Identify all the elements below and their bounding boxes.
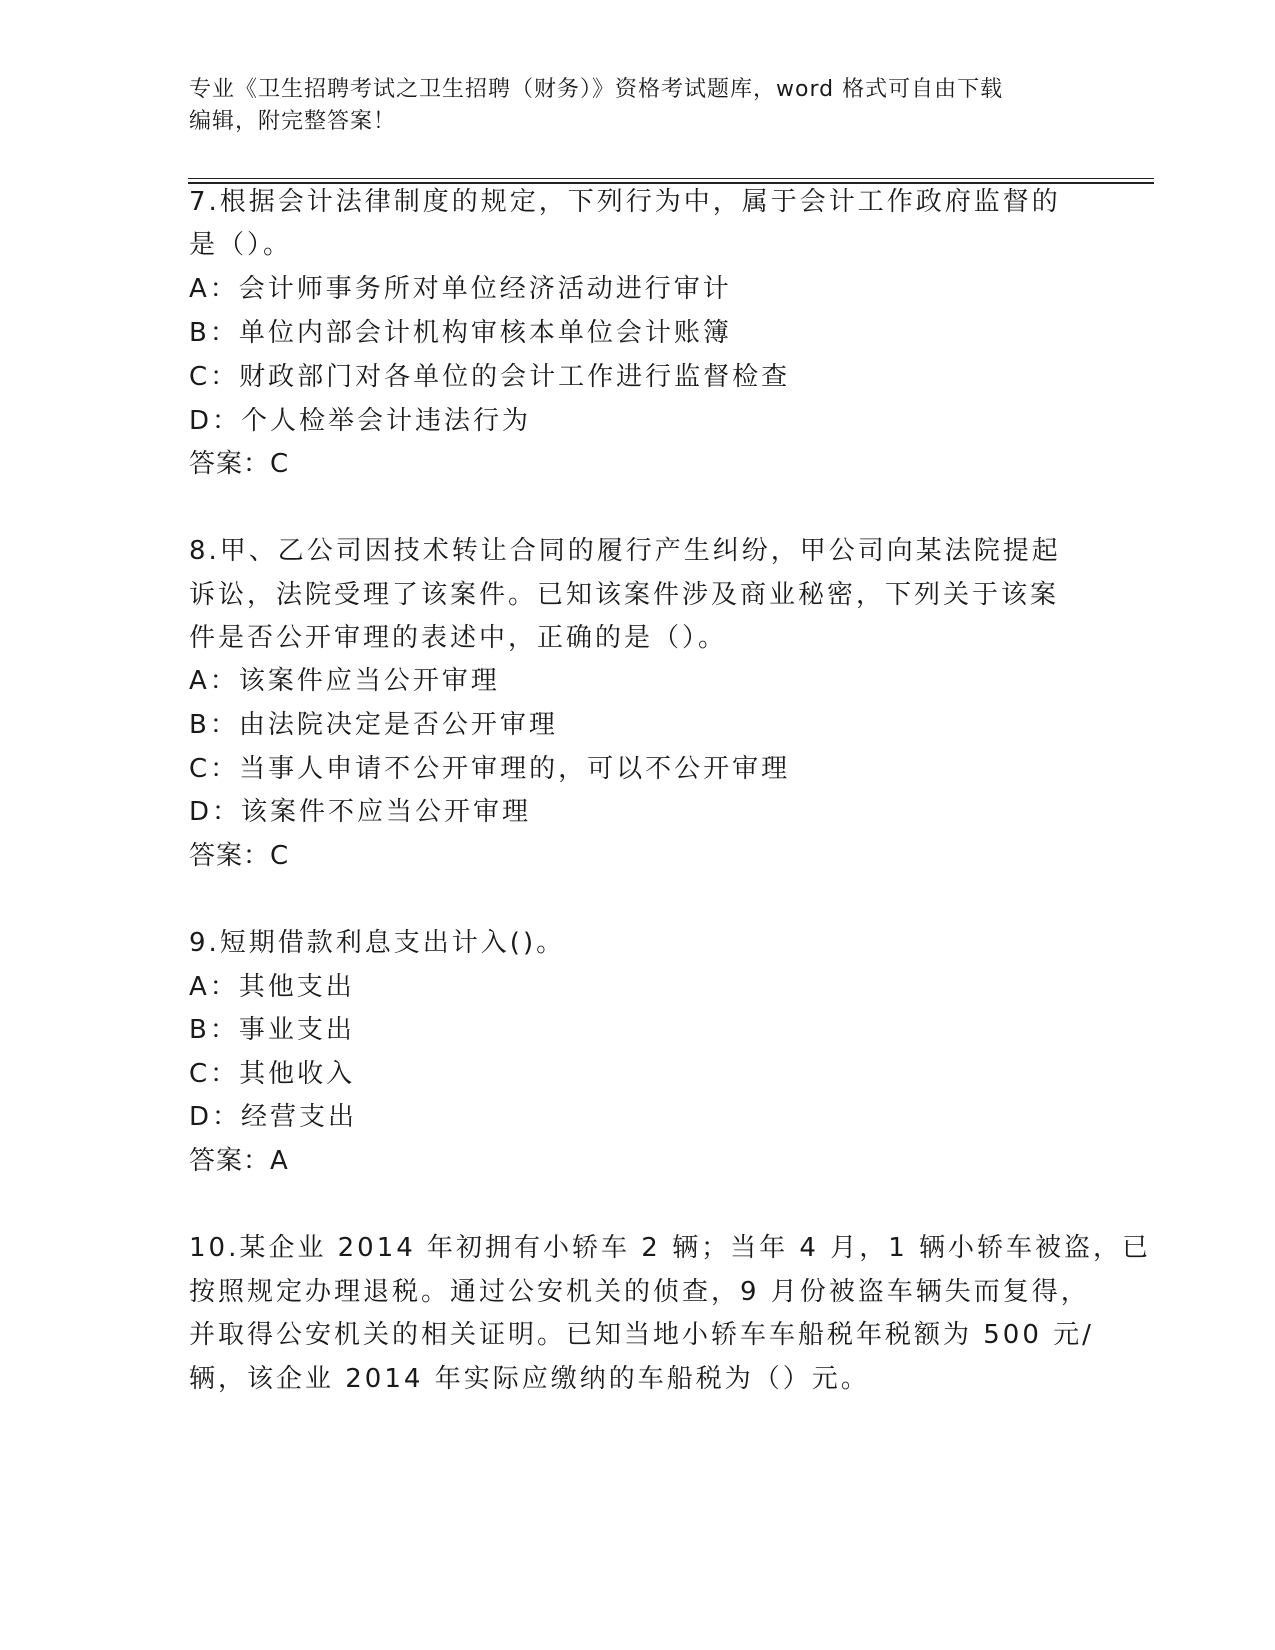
question-7-option-a: A：会计师事务所对单位经济活动进行审计 xyxy=(189,274,732,304)
question-7-option-c: C：财政部门对各单位的会计工作进行监督检查 xyxy=(189,362,791,392)
question-8-text-line: 8.甲、乙公司因技术转让合同的履行产生纠纷，甲公司向某法院提起 xyxy=(189,536,1061,566)
question-8-option-b: B：由法院决定是否公开审理 xyxy=(189,710,558,740)
document-header xyxy=(189,74,1089,138)
question-9-option-a: A：其他支出 xyxy=(189,972,355,1002)
header-line-1: 专业《卫生招聘考试之卫生招聘（财务）》资格考试题库，word 格式可自由下载 xyxy=(189,77,1004,102)
question-9-option-c: C：其他收入 xyxy=(189,1059,356,1089)
question-8-option-a: A：该案件应当公开审理 xyxy=(189,666,500,696)
question-9-text-line: 9.短期借款利息支出计入()。 xyxy=(189,928,566,958)
question-8-text-line: 诉讼，法院受理了该案件。已知该案件涉及商业秘密，下列关于该案 xyxy=(189,580,1060,610)
question-7-option-d: D：个人检举会计违法行为 xyxy=(189,406,532,436)
question-10-text-line: 并取得公安机关的相关证明。已知当地小轿车车船税年税额为 500 元/ xyxy=(189,1320,1094,1350)
question-7-answer: 答案：C xyxy=(189,449,290,479)
question-10-text-line: 10.某企业 2014 年初拥有小轿车 2 辆；当年 4 月，1 辆小轿车被盗，已 xyxy=(189,1233,1151,1263)
question-7-option-b: B：单位内部会计机构审核本单位会计账簿 xyxy=(189,318,732,348)
header-line-2: 编辑，附完整答案！ xyxy=(189,109,397,134)
question-7-text-line: 7.根据会计法律制度的规定，下列行为中，属于会计工作政府监督的 xyxy=(189,187,1061,217)
question-10-text-line: 按照规定办理退税。通过公安机关的侦查，9 月份被盗车辆失而复得， xyxy=(189,1277,1090,1307)
question-9-answer: 答案：A xyxy=(189,1146,289,1176)
question-8-option-c: C：当事人申请不公开审理的，可以不公开审理 xyxy=(189,754,791,784)
question-8-text-line: 件是否公开审理的表述中，正确的是（）。 xyxy=(189,623,728,653)
question-10-text-line: 辆，该企业 2014 年实际应缴纳的车船税为（）元。 xyxy=(189,1364,870,1394)
header-divider xyxy=(188,178,1154,179)
question-9-option-d: D：经营支出 xyxy=(189,1102,358,1132)
question-7-text-line: 是（）。 xyxy=(189,230,293,260)
question-8-answer: 答案：C xyxy=(189,841,290,871)
question-8-option-d: D：该案件不应当公开审理 xyxy=(189,797,532,827)
question-9-option-b: B：事业支出 xyxy=(189,1015,355,1045)
